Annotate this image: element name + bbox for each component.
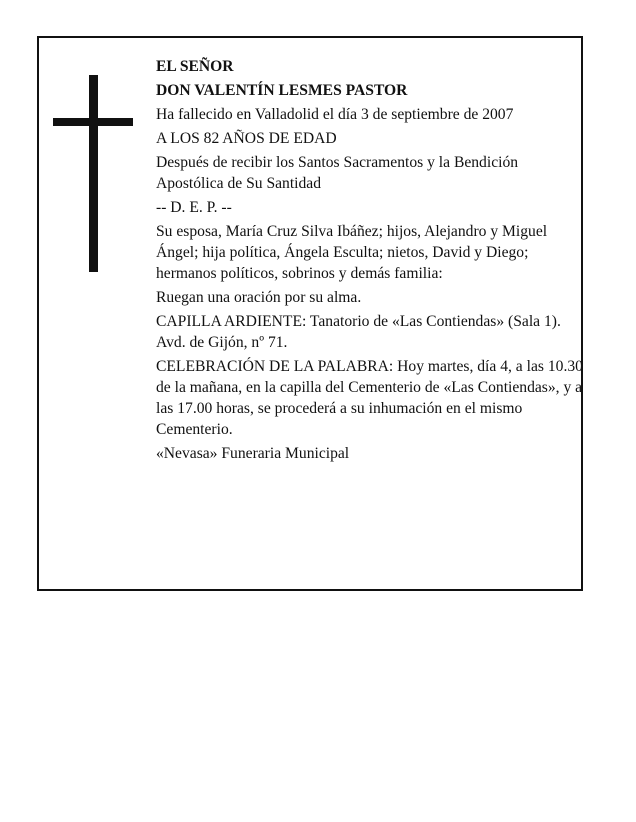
- celebration-info: CELEBRACIÓN DE LA PALABRA: Hoy martes, día 4, a las 10.30 de la mañana, en la capilla del Cementerio de «Las Contiendas», y a las 17.00 horas, se procederá a su inhumación en el mismo Cementerio.: [156, 358, 583, 438]
- funeral-home: «Nevasa» Funeraria Municipal: [156, 445, 350, 462]
- cross-horizontal-bar: [53, 118, 133, 126]
- deceased-name: DON VALENTÍN LESMES PASTOR: [156, 82, 408, 99]
- deceased-title: EL SEÑOR: [156, 58, 234, 75]
- prayer-request: Ruegan una oración por su alma.: [156, 289, 362, 306]
- chapel-info: CAPILLA ARDIENTE: Tanatorio de «Las Contiendas» (Sala 1). Avd. de Gijón, nº 71.: [156, 313, 561, 351]
- obituary-card: [37, 36, 583, 591]
- sacraments-note: Después de recibir los Santos Sacramentos y la Bendición Apostólica de Su Santidad: [156, 154, 519, 192]
- rip-line: -- D. E. P. --: [156, 199, 232, 216]
- obituary-text: [156, 56, 584, 467]
- death-info: Ha fallecido en Valladolid el día 3 de septiembre de 2007: [156, 106, 514, 123]
- family-list: Su esposa, María Cruz Silva Ibáñez; hijos, Alejandro y Miguel Ángel; hija política, Ángela Esculta; nietos, David y Diego; hermanos políticos, sobrinos y demás familia:: [156, 223, 548, 282]
- cross-vertical-bar: [89, 75, 98, 272]
- age-at-death: A LOS 82 AÑOS DE EDAD: [156, 130, 337, 147]
